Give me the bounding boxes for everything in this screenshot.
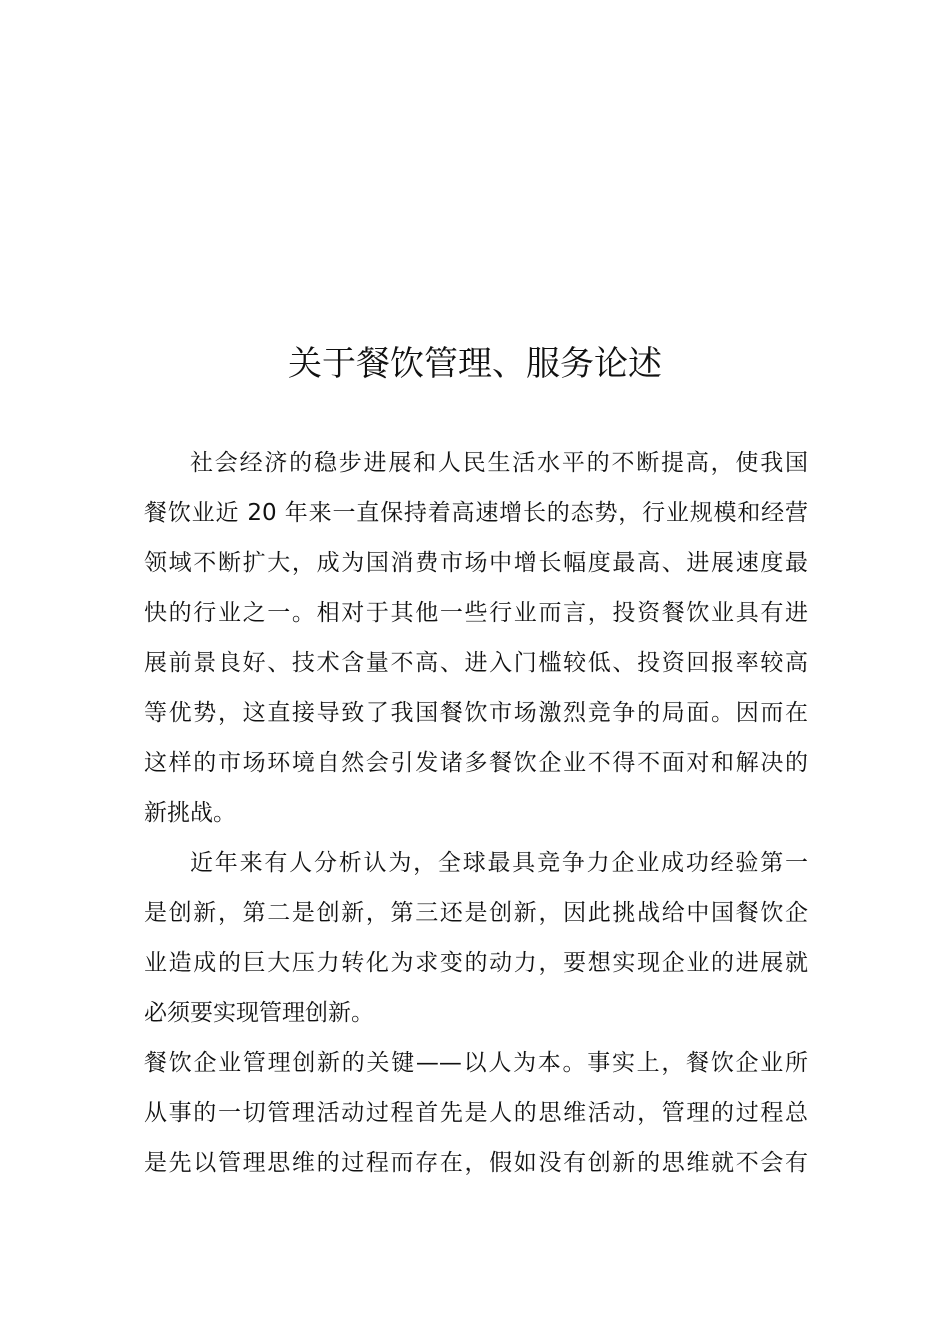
text-line: 近年来有人分析认为，全球最具竞争力企业成功经验第一 (190, 850, 808, 876)
text-line: 业造成的巨大压力转化为求变的动力，要想实现企业的进展就 (144, 950, 808, 976)
text-line: 社会经济的稳步进展和人民生活水平的不断提高，使我国 (190, 450, 808, 476)
text-line: 从事的一切管理活动过程首先是人的思维活动，管理的过程总 (144, 1100, 808, 1126)
text-line: 是先以管理思维的过程而存在，假如没有创新的思维就不会有 (144, 1150, 808, 1176)
text-line: 是创新，第二是创新，第三还是创新，因此挑战给中国餐饮企 (144, 900, 808, 926)
document-title: 关于餐饮管理、服务论述 (288, 344, 662, 384)
text-line: 餐饮企业管理创新的关键——以人为本。事实上，餐饮企业所 (144, 1050, 808, 1076)
text-line: 这样的市场环境自然会引发诸多餐饮企业不得不面对和解决的 (144, 750, 808, 776)
text-line: 展前景良好、技术含量不高、进入门槛较低、投资回报率较高 (144, 650, 808, 676)
text-line: 领域不断扩大，成为国消费市场中增长幅度最高、进展速度最 (144, 550, 808, 576)
text-line: 等优势，这直接导致了我国餐饮市场激烈竞争的局面。因而在 (144, 700, 808, 726)
document-body (144, 438, 808, 1188)
text-line: 新挑战。 (144, 800, 236, 826)
text-line: 餐饮业近 20 年来一直保持着高速增长的态势，行业规模和经营 (144, 500, 808, 526)
text-line: 快的行业之一。相对于其他一些行业而言，投资餐饮业具有进 (144, 600, 808, 626)
text-line: 必须要实现管理创新。 (144, 1000, 374, 1026)
